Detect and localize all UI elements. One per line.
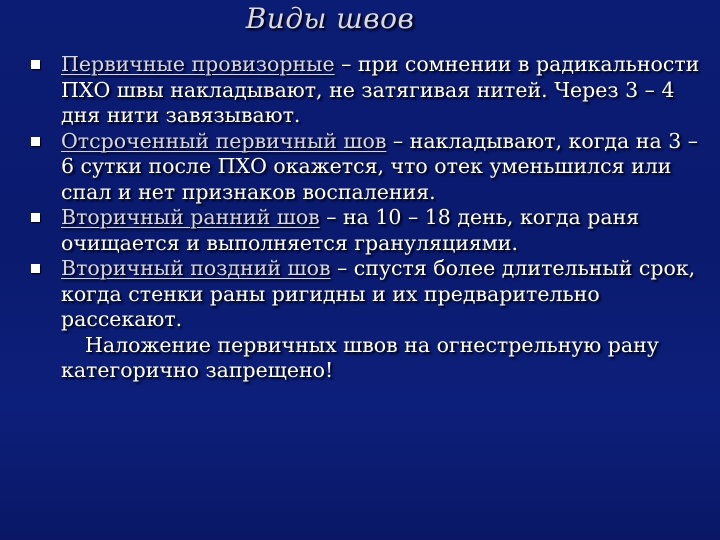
bullet-list: [30, 52, 702, 384]
square-bullet-icon: [31, 137, 40, 146]
list-item-term: Отсроченный первичный шов: [61, 128, 387, 153]
list-item-text: – на 10 – 18 день, когда раня очищается и выполняется грануляциями.: [61, 205, 640, 255]
closing-note-text: Наложение первичных швов на огнестрельную рану категорично запрещено!: [61, 332, 659, 382]
list-item: [30, 52, 702, 129]
list-item: [30, 129, 702, 206]
list-item-text: – спустя более длительный срок, когда стенки раны ригидны и их предварительно рассекают.: [61, 256, 696, 331]
list-item: [30, 256, 702, 333]
square-bullet-icon: [31, 213, 40, 222]
list-item-text: – при сомнении в радикальности ПХО швы накладывают, не затягивая нитей. Через 3 – 4 дня нити завязывают.: [61, 52, 700, 127]
list-item-text: – накладывают, когда на 3 – 6 сутки после ПХО окажется, что отек уменьшился или спал и нет признаков воспаления.: [61, 128, 699, 204]
list-item-term: Первичные провизорные: [61, 52, 335, 76]
list-item: [30, 205, 702, 256]
square-bullet-icon: [31, 264, 40, 273]
list-item-term: Вторичный ранний шов: [61, 205, 320, 229]
slide-title: Виды швов: [245, 2, 415, 35]
list-item-term: Вторичный поздний шов: [61, 256, 331, 280]
closing-note: [30, 333, 702, 384]
square-bullet-icon: [31, 60, 40, 69]
